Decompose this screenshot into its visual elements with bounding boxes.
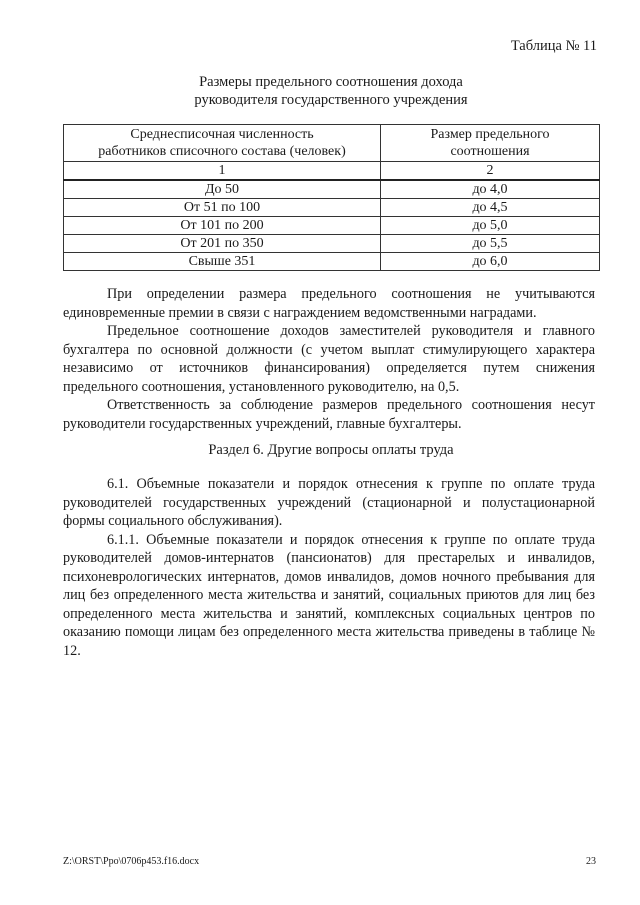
staff-range-cell: Свыше 351 (64, 253, 381, 271)
staff-range-cell: От 201 по 350 (64, 235, 381, 253)
paragraph-6-1: 6.1. Объемные показатели и порядок отнесения к группе по оплате труда руководителей государственных учреждений (стационарной и полустационарной формы социального обслуживания). (63, 476, 595, 529)
ratio-cell: до 4,5 (381, 199, 600, 217)
header-cell-line: соотношения (450, 144, 530, 159)
ratio-cell: до 5,5 (381, 235, 600, 253)
body-paragraphs (63, 285, 595, 433)
table-row (64, 199, 600, 217)
paragraph-bonuses: При определении размера предельного соотношения не учитываются единовременные премии в связи с награждением ведомственными наградами. (63, 286, 595, 321)
header-cell-line: Среднесписочная численность (130, 127, 314, 142)
footer-page-number: 23 (586, 856, 596, 867)
section-heading: Раздел 6. Другие вопросы оплаты труда (208, 442, 454, 458)
table-row (64, 180, 600, 199)
header-cell-line: работников списочного состава (человек) (98, 144, 346, 159)
header-cell-line: Размер предельного (430, 127, 550, 142)
table-title (63, 73, 599, 109)
table-row (64, 253, 600, 271)
column-number-cell: 1 (64, 162, 381, 181)
header-cell-staff-count (64, 125, 381, 162)
table-title-line-1: Размеры предельного соотношения дохода (199, 74, 463, 90)
ratio-cell: до 5,0 (381, 217, 600, 235)
column-number-row (64, 162, 600, 181)
column-number-cell: 2 (381, 162, 600, 181)
header-cell-ratio (381, 125, 600, 162)
footer-file-path: Z:\ORST\Ppo\0706p453.f16.docx (63, 856, 200, 867)
ratio-cell: до 4,0 (381, 180, 600, 199)
table-row (64, 217, 600, 235)
paragraph-6-1-1: 6.1.1. Объемные показатели и порядок отнесения к группе по оплате труда руководителей домов-интернатов (пансионатов) для престарелых и инвалидов, психоневрологических интернатов, домов инвалидов, домов ночного пребывания для лиц без определенного места жительства и занятий, социальных приютов для лиц без определенного места жительства и занятий, комплексных социальных центров по оказанию помощи лицам без определенного места жительства приведены в таблице № 12. (63, 531, 595, 659)
table-header-row (64, 125, 600, 162)
ratio-cell: до 6,0 (381, 253, 600, 271)
paragraph-responsibility: Ответственность за соблюдение размеров предельного соотношения несут руководители государственных учреждений, главные бухгалтеры. (63, 397, 595, 432)
paragraph-deputy-ratio: Предельное соотношение доходов заместителей руководителя и главного бухгалтера по основной должности (с учетом выплат стимулирующего характера независимо от источников финансирования) определяется путем снижения предельного соотношения, установленного руководителю, на 0,5. (63, 323, 595, 395)
table-number-label: Таблица № 11 (510, 38, 597, 54)
section-paragraphs (63, 475, 595, 660)
staff-range-cell: До 50 (64, 180, 381, 199)
ratio-table (63, 124, 600, 271)
staff-range-cell: От 51 по 100 (64, 199, 381, 217)
staff-range-cell: От 101 по 200 (64, 217, 381, 235)
table-row (64, 235, 600, 253)
table-title-line-2: руководителя государственного учреждения (194, 92, 468, 108)
